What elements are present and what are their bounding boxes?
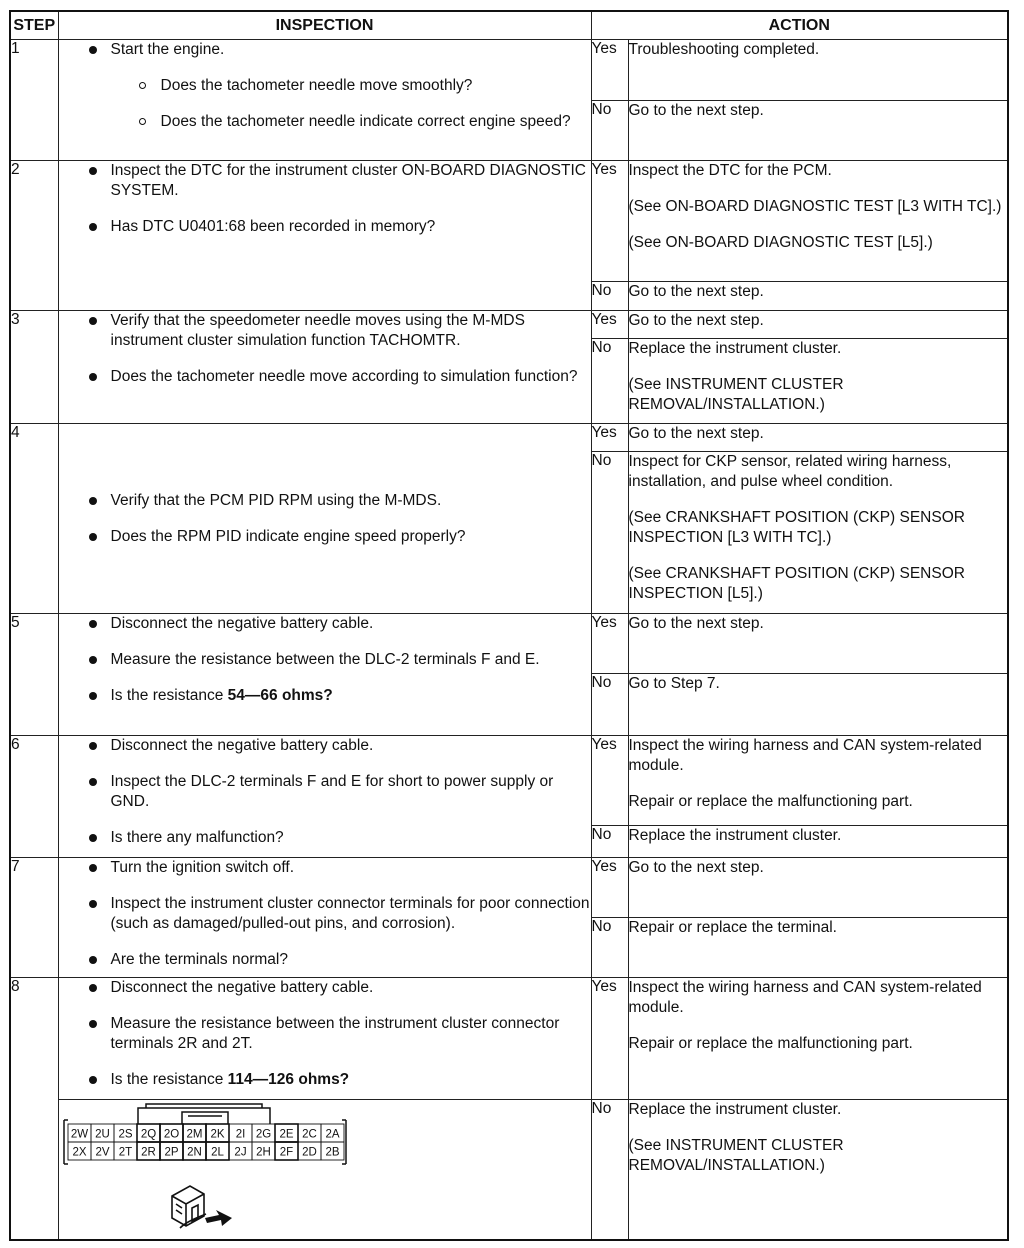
header-step: STEP <box>10 11 58 40</box>
connector-pin-label: 2R <box>141 1146 156 1159</box>
yes-action: Inspect the wiring harness and CAN system-related module. Repair or replace the malfunctioning part. <box>628 736 1008 826</box>
connector-pin-label: 2S <box>118 1128 133 1141</box>
connector-pin-label: 2W <box>70 1128 89 1141</box>
inspection-bullet: Is there any malfunction? <box>59 828 591 848</box>
yes-label: Yes <box>591 978 628 1100</box>
connector-pin-label: 2E <box>279 1128 294 1141</box>
no-action: Go to Step 7. <box>628 674 1008 736</box>
step-number: 2 <box>10 161 58 311</box>
inspection-sub-bullet: Does the tachometer needle indicate correct engine speed? <box>59 112 591 132</box>
yes-action: Inspect the DTC for the PCM. (See ON-BOARD DIAGNOSTIC TEST [L3 WITH TC].) (See ON-BOARD DIAGNOSTIC TEST [L5].) <box>628 161 1008 282</box>
inspection-bullet: Measure the resistance between the DLC-2 terminals F and E. <box>59 650 591 670</box>
connector-pin-label: 2J <box>234 1146 247 1159</box>
connector-pin-label: 2I <box>235 1128 246 1141</box>
arrow-icon <box>205 1210 232 1226</box>
inspection-bullet: Disconnect the negative battery cable. <box>59 736 591 756</box>
connector-pin-label: 2C <box>302 1128 317 1141</box>
inspection-question: Is the resistance 54—66 ohms? <box>59 686 591 706</box>
no-action: Go to the next step. <box>628 282 1008 311</box>
inspection-bullet: Disconnect the negative battery cable. <box>59 614 591 634</box>
inspection-bullet: Does the RPM PID indicate engine speed properly? <box>59 527 591 547</box>
connector-pin-label: 2L <box>211 1146 224 1159</box>
yes-label: Yes <box>591 424 628 452</box>
connector-pin-label: 2K <box>210 1128 225 1141</box>
connector-pin-label: 2H <box>256 1146 271 1159</box>
yes-action: Go to the next step. <box>628 614 1008 674</box>
no-label: No <box>591 674 628 736</box>
connector-pin-label: 2F <box>279 1146 294 1159</box>
header-inspection: INSPECTION <box>58 11 591 40</box>
connector-pin-label: 2U <box>95 1128 110 1141</box>
no-label: No <box>591 1100 628 1241</box>
step-number: 8 <box>10 978 58 1241</box>
no-action: Replace the instrument cluster. <box>628 826 1008 858</box>
inspection-bullet: Has DTC U0401:68 been recorded in memory? <box>59 217 591 237</box>
yes-label: Yes <box>591 311 628 339</box>
no-label: No <box>591 918 628 978</box>
step-number: 3 <box>10 311 58 424</box>
connector-pin-label: 2Q <box>140 1128 157 1141</box>
step-number: 4 <box>10 424 58 614</box>
no-label: No <box>591 282 628 311</box>
no-action: Go to the next step. <box>628 101 1008 161</box>
no-action: Replace the instrument cluster. (See INSTRUMENT CLUSTER REMOVAL/INSTALLATION.) <box>628 1100 1008 1241</box>
connector-pin-label: 2B <box>325 1146 340 1159</box>
connector-pin-label: 2G <box>255 1128 272 1141</box>
yes-action: Go to the next step. <box>628 311 1008 339</box>
inspection-bullet: Inspect the DTC for the instrument cluster ON-BOARD DIAGNOSTIC SYSTEM. <box>59 161 591 201</box>
header-action: ACTION <box>591 11 1008 40</box>
no-action: Inspect for CKP sensor, related wiring harness, installation, and pulse wheel condition. (See CRANKSHAFT POSITION (CKP) SENSOR INSPECTION [L3 WITH TC].) (See CRANKSHAFT POSITION (CKP) SENSOR INSPECTION [L5].) <box>628 452 1008 614</box>
yes-action: Go to the next step. <box>628 424 1008 452</box>
connector-pin-label: 2X <box>72 1146 87 1159</box>
connector-pin-label: 2M <box>186 1128 203 1141</box>
inspection-bullet: Inspect the instrument cluster connector terminals for poor connection (such as damaged/pulled-out pins, and corrosion). <box>59 894 591 934</box>
inspection-bullet: Disconnect the negative battery cable. <box>59 978 591 998</box>
no-action: Replace the instrument cluster. (See INSTRUMENT CLUSTER REMOVAL/INSTALLATION.) <box>628 339 1008 424</box>
step-number: 5 <box>10 614 58 736</box>
inspection-bullet: Inspect the DLC-2 terminals F and E for short to power supply or GND. <box>59 772 591 812</box>
no-label: No <box>591 826 628 858</box>
inspection-bullet: Turn the ignition switch off. <box>59 858 591 878</box>
step-number: 1 <box>10 40 58 161</box>
connector-pin-label: 2P <box>164 1146 179 1159</box>
connector-pins <box>68 1124 344 1160</box>
inspection-bullet: Start the engine. Does the tachometer needle move smoothly? Does the tachometer needle indicate correct engine speed? <box>59 40 591 132</box>
inspection-bullet: Verify that the PCM PID RPM using the M-MDS. <box>59 491 591 511</box>
yes-label: Yes <box>591 161 628 282</box>
connector-pin-label: 2D <box>302 1146 317 1159</box>
connector-pin-label: 2T <box>118 1146 133 1159</box>
inspection-sub-bullet: Does the tachometer needle move smoothly? <box>59 76 591 96</box>
inspection-bullet: Are the terminals normal? <box>59 950 591 970</box>
connector-pin-label: 2O <box>163 1128 180 1141</box>
no-label: No <box>591 101 628 161</box>
inspection-bullet: Verify that the speedometer needle moves using the M-MDS instrument cluster simulation function TACHOMTR. <box>59 311 591 351</box>
connector-pin-label: 2V <box>95 1146 110 1159</box>
step-number: 7 <box>10 858 58 978</box>
no-label: No <box>591 339 628 424</box>
yes-label: Yes <box>591 736 628 826</box>
yes-action: Troubleshooting completed. <box>628 40 1008 101</box>
inspection-question: Is the resistance 114—126 ohms? <box>59 1070 591 1090</box>
connector-probe-icon <box>172 1186 206 1228</box>
yes-label: Yes <box>591 614 628 674</box>
yes-label: Yes <box>591 40 628 101</box>
yes-action: Go to the next step. <box>628 858 1008 918</box>
no-action: Repair or replace the terminal. <box>628 918 1008 978</box>
connector-pin-label: 2N <box>187 1146 202 1159</box>
step-number: 6 <box>10 736 58 858</box>
inspection-bullet: Does the tachometer needle move according to simulation function? <box>59 367 591 387</box>
inspection-bullet: Measure the resistance between the instrument cluster connector terminals 2R and 2T. <box>59 1014 591 1054</box>
no-label: No <box>591 452 628 614</box>
yes-label: Yes <box>591 858 628 918</box>
connector-pin-label: 2A <box>325 1128 340 1141</box>
yes-action: Inspect the wiring harness and CAN system-related module. Repair or replace the malfunctioning part. <box>628 978 1008 1100</box>
